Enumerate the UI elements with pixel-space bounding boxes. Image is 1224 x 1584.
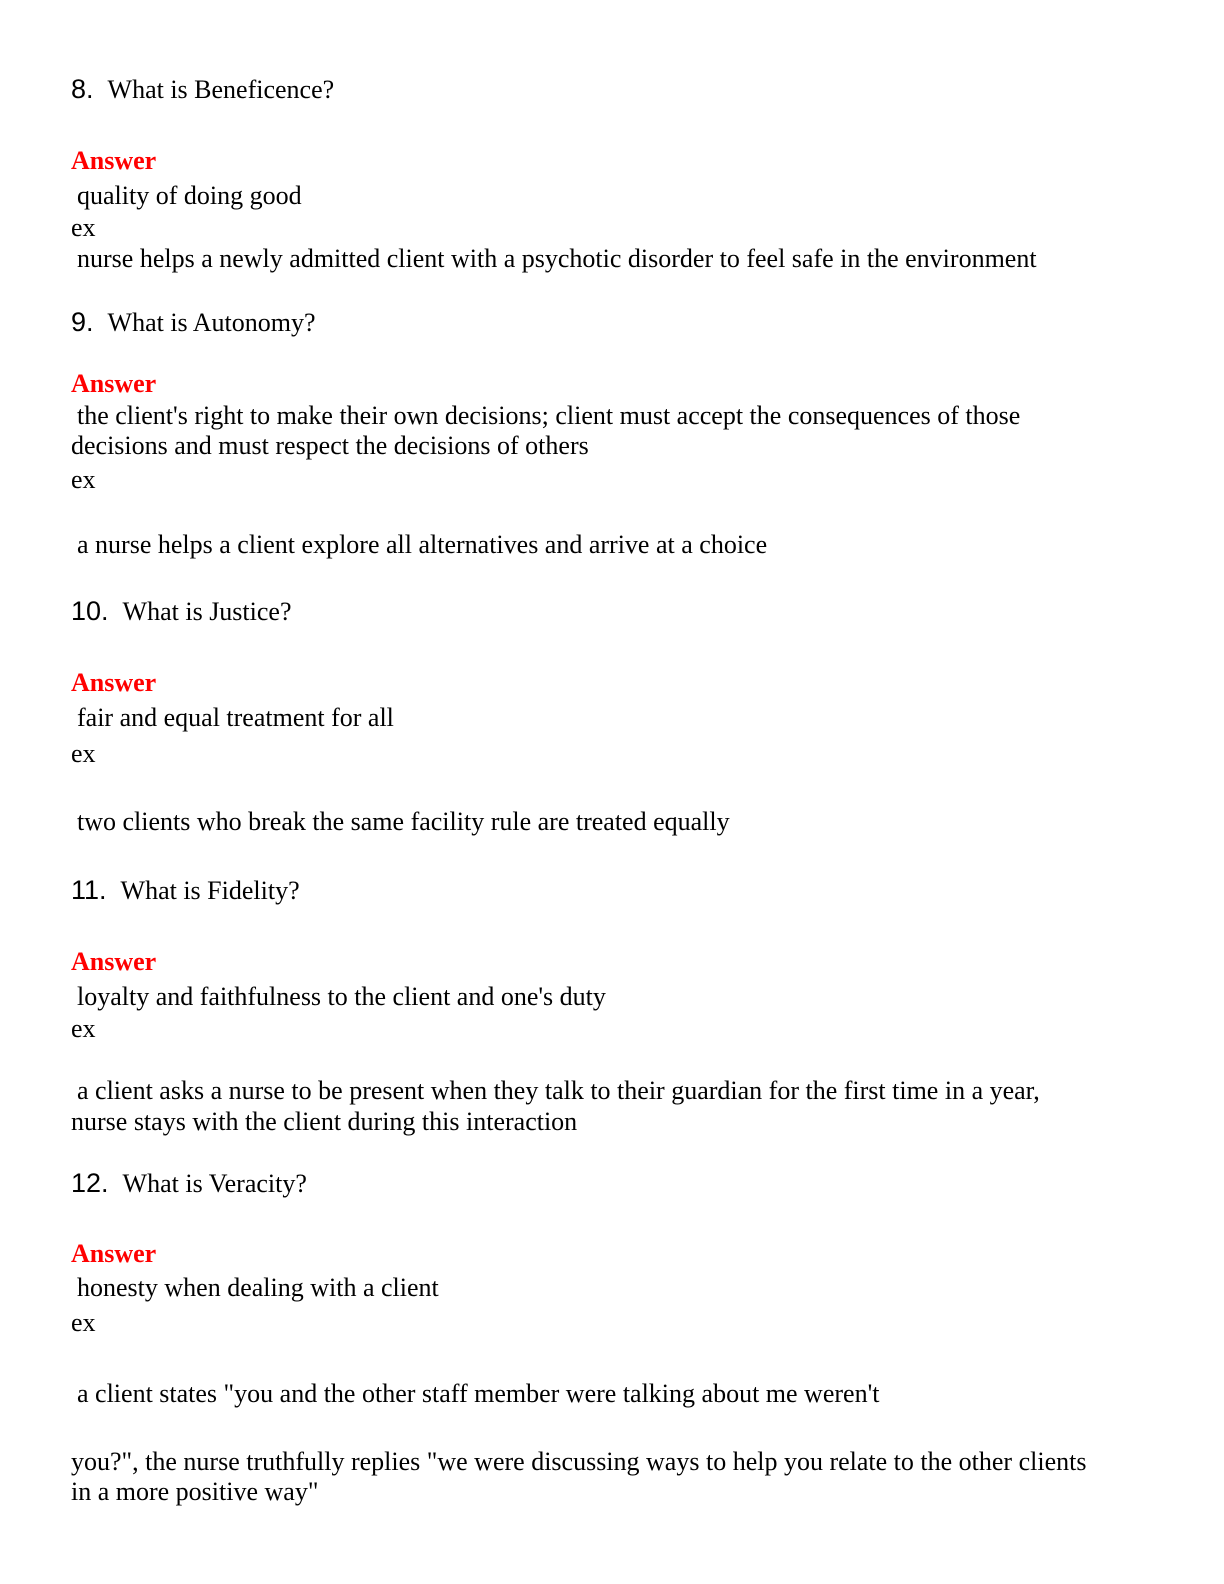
answer-label: Answer bbox=[71, 668, 157, 697]
question-number: 8. bbox=[71, 74, 94, 104]
question-text: What is Fidelity? bbox=[120, 876, 300, 905]
question-number: 11. bbox=[71, 875, 107, 905]
question-9 bbox=[71, 307, 316, 338]
answer-example: in a more positive way" bbox=[71, 1477, 319, 1506]
question-number: 12. bbox=[71, 1168, 109, 1198]
question-text: What is Beneficence? bbox=[107, 75, 335, 104]
answer-definition: fair and equal treatment for all bbox=[77, 703, 394, 732]
answer-definition: decisions and must respect the decisions of others bbox=[71, 431, 589, 460]
answer-example: a client asks a nurse to be present when they talk to their guardian for the first time in a year, bbox=[77, 1076, 1040, 1105]
example-label: ex bbox=[71, 739, 96, 768]
question-number: 9. bbox=[71, 307, 94, 337]
example-label: ex bbox=[71, 1308, 96, 1337]
answer-label: Answer bbox=[71, 947, 157, 976]
question-text: What is Justice? bbox=[122, 597, 292, 626]
example-label: ex bbox=[71, 1014, 96, 1043]
answer-label: Answer bbox=[71, 369, 157, 398]
answer-example: nurse helps a newly admitted client with a psychotic disorder to feel safe in the environment bbox=[77, 244, 1037, 273]
answer-definition: quality of doing good bbox=[77, 181, 302, 210]
answer-example: a client states "you and the other staff member were talking about me weren't bbox=[77, 1379, 880, 1408]
question-text: What is Autonomy? bbox=[107, 308, 316, 337]
example-label: ex bbox=[71, 465, 96, 494]
example-label: ex bbox=[71, 213, 96, 242]
question-10 bbox=[71, 596, 292, 627]
answer-definition: loyalty and faithfulness to the client and one's duty bbox=[77, 982, 606, 1011]
answer-label: Answer bbox=[71, 1239, 157, 1268]
answer-definition: the client's right to make their own decisions; client must accept the consequences of those bbox=[77, 401, 1021, 430]
question-12 bbox=[71, 1168, 307, 1199]
question-11 bbox=[71, 875, 300, 906]
answer-example: you?", the nurse truthfully replies "we were discussing ways to help you relate to the other clients bbox=[71, 1447, 1087, 1476]
answer-example: two clients who break the same facility rule are treated equally bbox=[77, 807, 730, 836]
question-8 bbox=[71, 74, 334, 105]
answer-example: nurse stays with the client during this interaction bbox=[71, 1107, 578, 1136]
answer-example: a nurse helps a client explore all alternatives and arrive at a choice bbox=[77, 530, 768, 559]
question-number: 10. bbox=[71, 596, 109, 626]
question-text: What is Veracity? bbox=[122, 1169, 307, 1198]
answer-label: Answer bbox=[71, 146, 157, 175]
answer-definition: honesty when dealing with a client bbox=[77, 1273, 439, 1302]
